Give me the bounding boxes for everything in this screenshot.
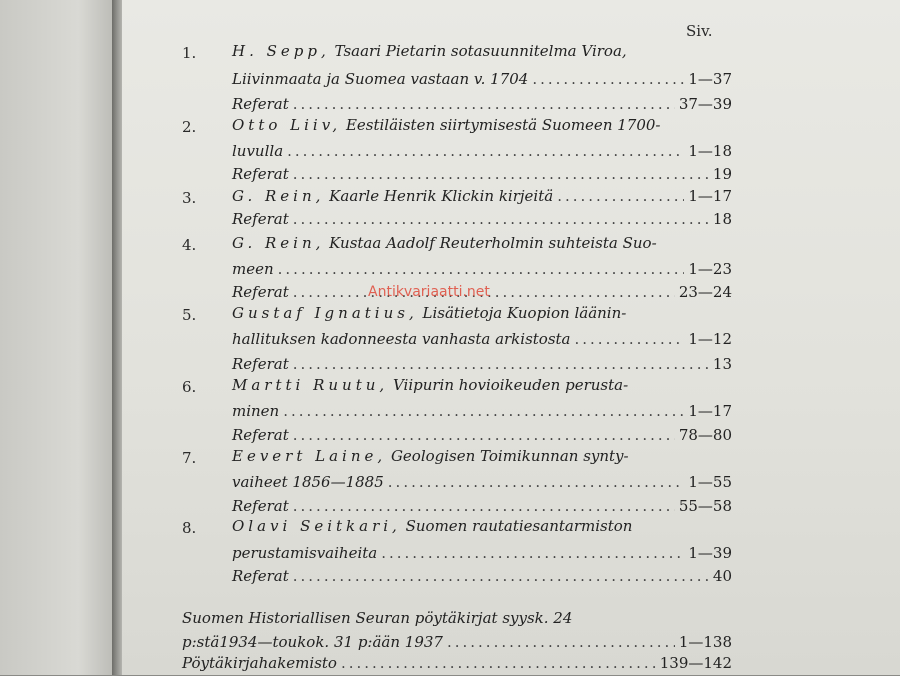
entry-title-line: Liivinmaata ja Suomea vastaan v. 1704 ..... 1—37	[232, 70, 732, 92]
entry-title-line: Gustaf Ignatius, Lisätietoja Kuopion läänin-	[232, 304, 627, 322]
page-column-header: Siv.	[686, 22, 713, 40]
entry-author: Martti Ruutu,	[232, 376, 389, 394]
book-gutter	[112, 0, 122, 675]
referat-line: Referat ..... 40	[232, 567, 732, 589]
entry-pages: 1—12	[688, 330, 732, 348]
entry-title-line: Martti Ruutu, Viipurin hovioikeuden perusta-	[232, 376, 629, 394]
entry-author: Olavi Seitkari,	[232, 517, 401, 535]
entry-author: Gustaf Ignatius,	[232, 304, 418, 322]
entry-author: Otto Liiv,	[232, 116, 342, 134]
referat-pages: 78—80	[678, 426, 732, 444]
entry-title-line: minen ..... 1—17	[232, 402, 732, 424]
referat-line: Referat ..... 37—39	[232, 95, 732, 117]
referat-line: Referat ..... 19	[232, 165, 732, 187]
entry-title-line: Eevert Laine, Geologisen Toimikunnan synty-	[232, 447, 629, 465]
entry-title-line: meen ..... 1—23	[232, 260, 732, 282]
minutes-line: Suomen Historiallisen Seuran pöytäkirjat syysk. 24	[182, 609, 573, 627]
entry-number: 5.	[182, 306, 197, 324]
referat-pages: 55—58	[678, 497, 732, 515]
minutes-pages: 1—138	[678, 633, 732, 651]
entry-pages: 1—55	[688, 473, 732, 491]
referat-pages: 19	[712, 165, 732, 183]
left-page	[0, 0, 112, 675]
entry-author: Eevert Laine,	[232, 447, 387, 465]
entry-pages: 1—23	[688, 260, 732, 278]
referat-pages: 18	[712, 210, 732, 228]
index-line: Pöytäkirjahakemisto ..... 139—142	[182, 654, 732, 676]
referat-pages: 40	[712, 567, 732, 585]
entry-number: 3.	[182, 189, 197, 207]
entry-title-line: luvulla ..... 1—18	[232, 142, 732, 164]
entry-number: 4.	[182, 236, 197, 254]
index-pages: 139—142	[659, 654, 732, 672]
entry-author: G. Rein,	[232, 187, 325, 205]
entry-number: 1.	[182, 44, 197, 62]
referat-pages: 37—39	[678, 95, 732, 113]
entry-title-line: G. Rein, Kustaa Aadolf Reuterholmin suhteista Suo-	[232, 234, 657, 252]
entry-title-line: G. Rein, Kaarle Henrik Klickin kirjeitä ..... 1—17	[232, 187, 732, 209]
entry-pages: 1—17	[688, 402, 732, 420]
referat-line: Referat ..... 18	[232, 210, 732, 232]
referat-line: Referat ..... 78—80	[232, 426, 732, 448]
entry-number: 8.	[182, 519, 197, 537]
entry-title-line: Olavi Seitkari, Suomen rautatiesantarmiston	[232, 517, 633, 535]
entry-title-line: perustamisvaiheita ..... 1—39	[232, 544, 732, 566]
entry-pages: 1—17	[688, 187, 732, 205]
entry-title-line: hallituksen kadonneesta vanhasta arkistosta ..... 1—12	[232, 330, 732, 352]
referat-pages: 13	[712, 355, 732, 373]
entry-title-line: vaiheet 1856—1885 ..... 1—55	[232, 473, 732, 495]
entry-number: 7.	[182, 449, 197, 467]
entry-title-line: Otto Liiv, Eestiläisten siirtymisestä Suomeen 1700-	[232, 116, 661, 134]
entry-author: H. Sepp,	[232, 42, 330, 60]
entry-pages: 1—37	[688, 70, 732, 88]
entry-number: 6.	[182, 378, 197, 396]
entry-pages: 1—39	[688, 544, 732, 562]
referat-line: Referat ..... 23—24	[232, 283, 732, 305]
entry-author: G. Rein,	[232, 234, 325, 252]
entry-pages: 1—18	[688, 142, 732, 160]
referat-pages: 23—24	[678, 283, 732, 301]
referat-line: Referat ..... 13	[232, 355, 732, 377]
minutes-line: p:stä1934—toukok. 31 p:ään 1937 ..... 1—138	[182, 633, 732, 655]
entry-number: 2.	[182, 118, 197, 136]
referat-line: Referat ..... 55—58	[232, 497, 732, 519]
watermark: Antikvariaatti.net	[368, 284, 490, 300]
entry-title-line: H. Sepp, Tsaari Pietarin sotasuunnitelma Viroa,	[232, 42, 627, 60]
